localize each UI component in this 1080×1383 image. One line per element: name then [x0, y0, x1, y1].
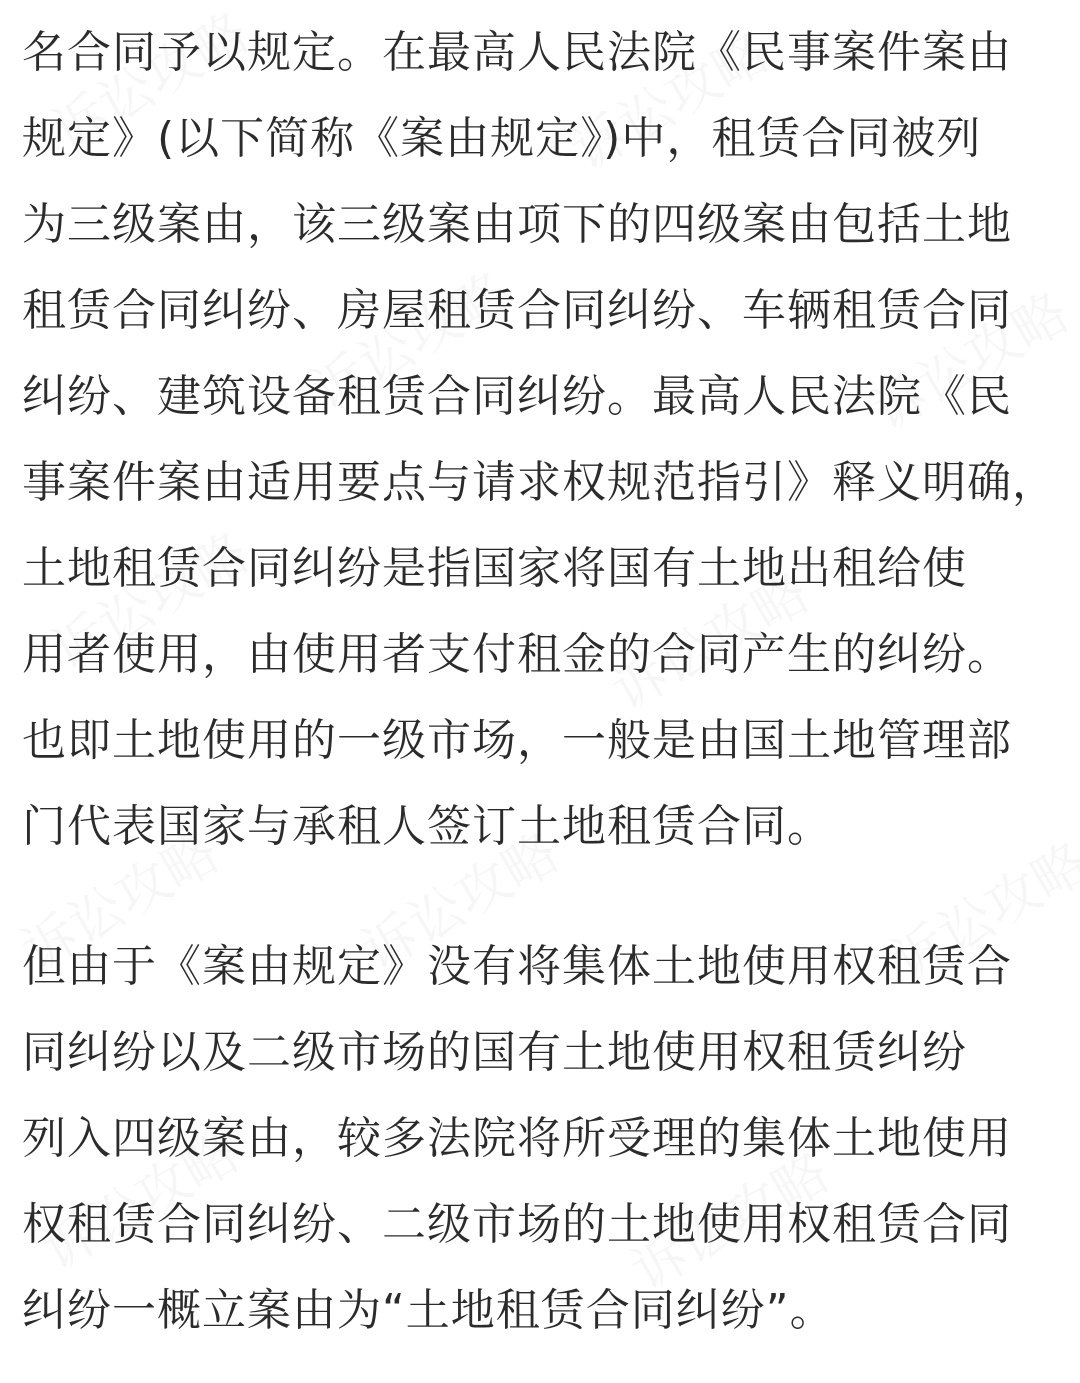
text-line: 列入四级案由，较多法院将所受理的集体土地使用: [22, 1113, 1012, 1164]
text-line: 纠纷、建筑设备租赁合同纠纷。最高人民法院《民: [22, 371, 1012, 422]
text-line: 但由于《案由规定》没有将集体土地使用权租赁合: [22, 941, 1012, 992]
text-line: 用者使用，由使用者支付租金的合同产生的纠纷。: [22, 629, 1012, 680]
text-line: 土地租赁合同纠纷是指国家将国有土地出租给使: [22, 543, 967, 594]
text-line: 为三级案由，该三级案由项下的四级案由包括土地: [22, 199, 1012, 250]
text-line: 规定》(以下简称《案由规定》)中，租赁合同被列: [22, 113, 982, 164]
text-line: 门代表国家与承租人签订土地租赁合同。: [22, 801, 832, 852]
paragraph: [22, 10, 1072, 870]
text-line: 也即土地使用的一级市场，一般是由国土地管理部: [22, 715, 1012, 766]
text-line: 同纠纷以及二级市场的国有土地使用权租赁纠纷: [22, 1027, 967, 1078]
text-line: 名合同予以规定。在最高人民法院《民事案件案由: [22, 27, 1012, 78]
text-line: 租赁合同纠纷、房屋租赁合同纠纷、车辆租赁合同: [22, 285, 1012, 336]
text-line: 权租赁合同纠纷、二级市场的土地使用权租赁合同: [22, 1199, 1012, 1250]
text-line: 纠纷一概立案由为“土地租赁合同纠纷”。: [22, 1285, 835, 1336]
text-line: 事案件案由适用要点与请求权规范指引》释义明确，: [22, 457, 1057, 508]
paragraph: [22, 924, 1072, 1354]
